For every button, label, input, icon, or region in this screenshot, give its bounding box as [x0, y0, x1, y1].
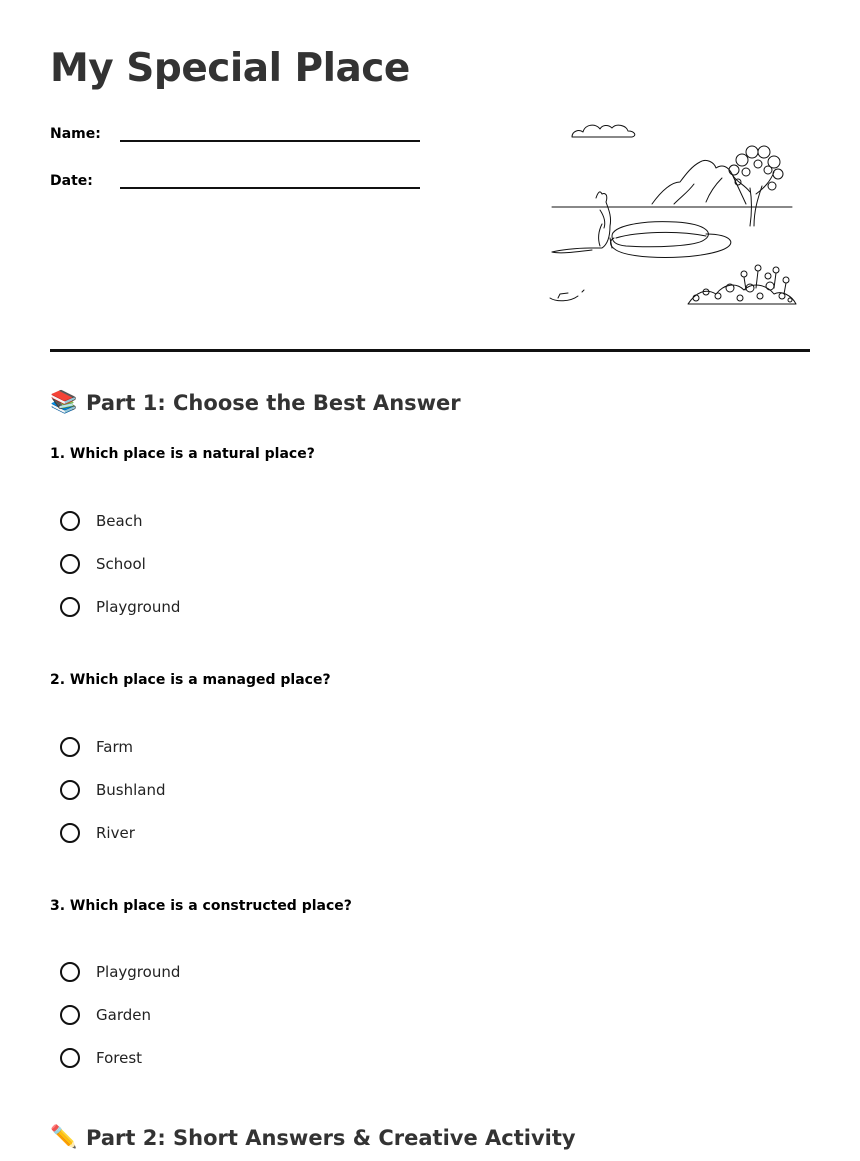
option-label: Farm	[96, 738, 133, 756]
question-3: 3. Which place is a constructed place?	[50, 898, 352, 914]
name-input-line[interactable]	[120, 120, 420, 142]
radio-button[interactable]	[60, 511, 80, 531]
radio-button[interactable]	[60, 1048, 80, 1068]
hills-icon	[652, 160, 746, 204]
date-label: Date:	[50, 173, 93, 189]
name-field	[50, 120, 420, 142]
books-icon: 📚	[50, 390, 78, 415]
flowers-icon	[688, 265, 796, 304]
part2-heading-text: Part 2: Short Answers & Creative Activity	[86, 1125, 576, 1150]
radio-button[interactable]	[60, 780, 80, 800]
landscape-illustration	[546, 112, 802, 312]
waterhole-icon	[611, 222, 731, 258]
radio-button[interactable]	[60, 823, 80, 843]
rock-icon	[550, 290, 584, 301]
option-label: River	[96, 824, 135, 842]
question-1: 1. Which place is a natural place?	[50, 446, 315, 462]
option-label: Playground	[96, 598, 181, 616]
radio-button[interactable]	[60, 737, 80, 757]
q2-option-1[interactable]	[60, 737, 133, 757]
option-label: Forest	[96, 1049, 143, 1067]
name-label: Name:	[50, 126, 101, 142]
q3-option-2[interactable]	[60, 1005, 151, 1025]
q1-option-3[interactable]	[60, 597, 180, 617]
date-field	[50, 167, 420, 189]
wallaby-icon	[552, 192, 612, 253]
part1-heading-text: Part 1: Choose the Best Answer	[86, 390, 461, 415]
q3-option-1[interactable]	[60, 962, 180, 982]
option-label: Bushland	[96, 781, 166, 799]
q2-option-3[interactable]	[60, 823, 135, 843]
q2-option-2[interactable]	[60, 780, 166, 800]
q3-option-3[interactable]	[60, 1048, 142, 1068]
radio-button[interactable]	[60, 1005, 80, 1025]
option-label: Beach	[96, 512, 143, 530]
radio-button[interactable]	[60, 597, 80, 617]
part2-heading	[50, 1125, 576, 1150]
option-label: Playground	[96, 963, 181, 981]
radio-button[interactable]	[60, 962, 80, 982]
cloud-icon	[572, 125, 635, 137]
pencil-icon: ✏️	[50, 1125, 78, 1150]
part1-heading	[50, 390, 461, 415]
q1-option-1[interactable]	[60, 511, 142, 531]
option-label: Garden	[96, 1006, 151, 1024]
q1-option-2[interactable]	[60, 554, 146, 574]
page-title: My Special Place	[50, 46, 410, 91]
radio-button[interactable]	[60, 554, 80, 574]
option-label: School	[96, 555, 146, 573]
date-input-line[interactable]	[120, 167, 420, 189]
divider	[50, 349, 810, 352]
question-2: 2. Which place is a managed place?	[50, 672, 331, 688]
